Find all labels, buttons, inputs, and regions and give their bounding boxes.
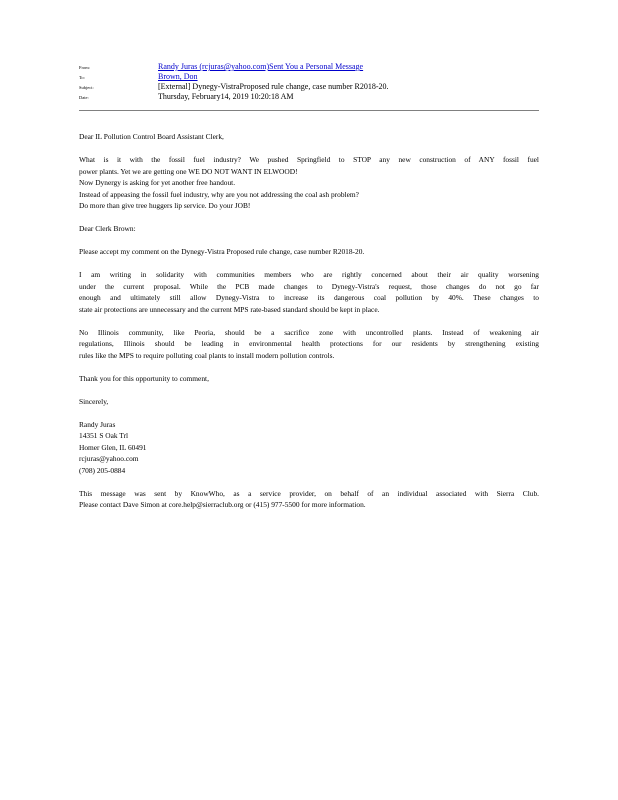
from-link[interactable]: Randy Juras (rcjuras@yahoo.com)Sent You a Personal Message: [158, 62, 364, 71]
from-row: [79, 62, 539, 72]
body-line: power plants. Yet we are getting one WE DO NOT WANT IN ELWOOD!: [79, 166, 298, 176]
date-label: Date:: [79, 95, 89, 100]
signature-name: Randy Juras: [79, 419, 116, 429]
body-line: regulations, Illinois should be leading in environmental health protections for our residents by strengthening existing: [79, 339, 539, 348]
body-line: Now Dynergy is asking for yet another free handout.: [79, 178, 236, 187]
body-line: state air protections are unnecessary and the current MPS rate-based standard should be kept in place.: [79, 304, 380, 314]
footer-notice: [79, 488, 539, 511]
subject-row: [79, 82, 539, 92]
to-row: [79, 72, 539, 82]
signature-street: 14351 S Oak Trl: [79, 431, 129, 440]
signature-city: Homer Glen, IL 60491: [79, 442, 147, 452]
date-value: Thursday, February14, 2019 10:20:18 AM: [158, 92, 294, 101]
email-body: [79, 131, 539, 511]
body-line: Instead of appeasing the fossil fuel industry, why are you not addressing the coal ash problem?: [79, 189, 359, 199]
date-row: [79, 92, 539, 102]
header-divider: [79, 110, 539, 111]
thanks-line: Thank you for this opportunity to comment,: [79, 373, 209, 383]
signature-block: [79, 419, 539, 477]
from-label: From:: [79, 65, 91, 70]
footer-line: This message was sent by KnowWho, as a service provider, on behalf of an individual associated with Sierra Club.: [79, 488, 539, 498]
to-label: To:: [79, 75, 85, 80]
email-header: [79, 62, 539, 102]
signature-email: rcjuras@yahoo.com: [79, 454, 139, 463]
signature-phone: (708) 205-0884: [79, 465, 126, 475]
paragraph-solidarity: [79, 269, 539, 315]
subject-value: [External] Dynegy-VistraProposed rule change, case number R2018-20.: [158, 82, 389, 91]
subject-label: Subject:: [79, 85, 94, 90]
to-link[interactable]: Brown, Don: [158, 72, 198, 81]
closing-line: Sincerely,: [79, 396, 109, 406]
body-line: No Illinois community, like Peoria, should be a sacrifice zone with uncontrolled plants. Instead of weakening air: [79, 327, 539, 337]
body-line: enough and ultimately still allow Dynegy-Vistra to increase its dangerous coal pollution by 40%. These changes to: [79, 293, 539, 302]
footer-line: Please contact Dave Simon at core.help@sierraclub.org or (415) 977-5500 for more information.: [79, 500, 366, 509]
paragraph-illinois: [79, 327, 539, 362]
greeting-assistant-clerk: Dear IL Pollution Control Board Assistant Clerk,: [79, 132, 224, 141]
body-line: under the current proposal. While the PCB made changes to Dynegy-Vistra's request, those changes do not go far: [79, 281, 539, 291]
body-line: What is it with the fossil fuel industry? We pushed Springfield to STOP any new construction of ANY fossil fuel: [79, 155, 539, 164]
body-line: rules like the MPS to require polluting coal plants to install modern pollution controls.: [79, 350, 335, 360]
body-line: Do more than give tree huggers lip service. Do your JOB!: [79, 201, 251, 210]
greeting-clerk-brown: Dear Clerk Brown:: [79, 224, 136, 233]
paragraph-comment: Please accept my comment on the Dynegy-Vistra Proposed rule change, case number R2018-20.: [79, 247, 365, 256]
body-line: I am writing in solidarity with communities members who are rightly concerned about their air quality worsening: [79, 270, 539, 279]
paragraph-fossil-fuel: [79, 154, 539, 212]
